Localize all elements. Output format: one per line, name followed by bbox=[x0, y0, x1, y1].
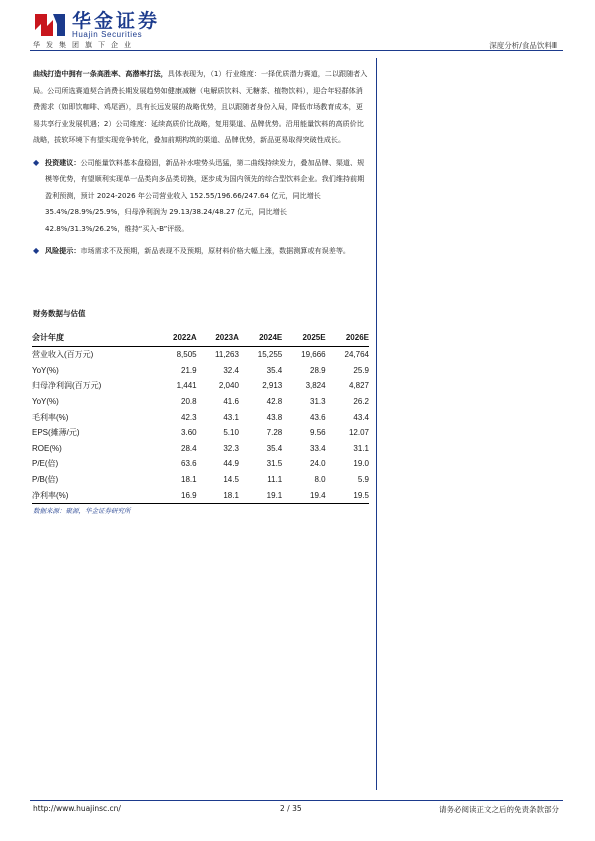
row-label: 营业收入(百万元) bbox=[32, 350, 94, 360]
table-cell: 20.8 bbox=[181, 397, 197, 407]
table-cell: 32.3 bbox=[223, 443, 239, 453]
table-row bbox=[32, 456, 369, 472]
investment-lead: 投资建议： bbox=[45, 157, 81, 167]
table-cell: 19.5 bbox=[326, 487, 369, 503]
diamond-bullet-icon: ◆ bbox=[33, 157, 40, 167]
table-cell: 35.4 bbox=[266, 365, 283, 375]
table-row bbox=[32, 487, 369, 503]
footer-url-link[interactable]: http://www.huajinsc.cn/ bbox=[33, 804, 121, 813]
row-label: P/E(倍) bbox=[32, 459, 59, 469]
table-cell: 11,263 bbox=[215, 350, 239, 360]
table-cell: 19.0 bbox=[353, 459, 369, 469]
table-cell: 19.4 bbox=[282, 487, 325, 503]
table-row bbox=[32, 425, 369, 441]
table-cell: 41.6 bbox=[223, 397, 239, 407]
table-cell: 42.8 bbox=[266, 397, 283, 407]
disclaimer-note: 请务必阅读正文之后的免责条款部分 bbox=[439, 805, 559, 814]
row-label: 净利率(%) bbox=[32, 487, 155, 503]
table-row bbox=[32, 394, 369, 410]
row-label: YoY(%) bbox=[32, 365, 59, 375]
table-cell: 1,441 bbox=[176, 381, 197, 391]
page-number: 2 / 35 bbox=[280, 804, 302, 813]
row-label: 毛利率(%) bbox=[32, 412, 69, 422]
column-header: 2023A bbox=[197, 330, 239, 347]
data-source: 数据来源：聚源，华金证券研究所 bbox=[33, 507, 131, 515]
table-cell: 3,824 bbox=[305, 381, 326, 391]
brand-name-en: Huajin Securities bbox=[72, 30, 143, 39]
table-cell: 19.1 bbox=[239, 487, 282, 503]
table-cell: 11.1 bbox=[267, 475, 283, 485]
table-cell: 33.4 bbox=[310, 443, 326, 453]
intro-paragraph bbox=[33, 66, 368, 149]
table-cell: 28.9 bbox=[310, 365, 326, 375]
table-cell: 63.6 bbox=[181, 459, 197, 469]
table-cell: 18.1 bbox=[181, 475, 197, 485]
table-cell: 35.4 bbox=[266, 443, 283, 453]
risk-lead: 风险提示： bbox=[45, 246, 81, 255]
table-row bbox=[32, 347, 369, 363]
table-row bbox=[32, 378, 369, 394]
table-cell: 26.2 bbox=[353, 397, 369, 407]
investment-text: 公司能量饮料基本盘稳固，新品补水啦势头迅猛，第二曲线持续发力，叠加品牌、渠道、规模等优势，有望顺利实现单一品类向多品类切换，逐步成为国内领先的综合型饮料企业。我们维持前期盈利预测，预计 2024-2026 年公司营业收入 152.55/196.66/247.64 亿元，同比增长 35.4%/28.9%/25.9%，归母净利润为 29.13/38.24/48.27 亿元，同比增长 42.8%/31.3%/26.2%，维持“买入-B”评级。 bbox=[45, 157, 365, 233]
row-label: ROE(%) bbox=[32, 443, 62, 453]
table-cell: 44.9 bbox=[223, 459, 239, 469]
footer-divider bbox=[30, 800, 563, 801]
investment-advice bbox=[33, 155, 368, 238]
table-cell: 31.3 bbox=[310, 397, 326, 407]
table-row bbox=[32, 363, 369, 379]
intro-text: 具体表现为，（1）行业维度：一择优质潜力赛道，二以跟随者入局。公司所选赛道契合消费长期发展趋势如健康减糖（电解质饮料、无糖茶、植物饮料），迎合年轻群体消费需求（如即饮咖啡、鸡尾酒），具有长远发展的战略优势，且以跟随者身份入局，降低市场教育成本，更易共享行业发展机遇；2）公司维度：延续高质价比战略，复用渠道、品牌优势。沿用能量饮料的高质价比战略，拔软环境下有望实现竞争转化，叠加前期构筑的渠道、品牌优势，新品更易取得突破性成长。 bbox=[33, 69, 368, 144]
intro-lead: 曲线打造中拥有一条高胜率、高潜率打法， bbox=[33, 69, 168, 78]
table-cell: 24,764 bbox=[344, 350, 369, 360]
table-cell: 28.4 bbox=[181, 443, 197, 453]
table-cell: 18.1 bbox=[197, 487, 239, 503]
column-header: 会计年度 bbox=[32, 330, 155, 347]
table-cell: 3.60 bbox=[181, 428, 197, 438]
org-subtitle: 华发集团旗下企业 bbox=[33, 41, 137, 49]
table-cell: 5.9 bbox=[357, 475, 369, 485]
row-label: P/B(倍) bbox=[32, 475, 59, 485]
table-cell: 15,255 bbox=[257, 350, 283, 360]
table-cell: 2,913 bbox=[262, 381, 283, 391]
table-cell: 31.5 bbox=[266, 459, 283, 469]
financial-table bbox=[32, 330, 369, 504]
table-cell: 19,666 bbox=[301, 350, 326, 360]
table-header-row bbox=[32, 330, 369, 347]
table-cell: 43.8 bbox=[266, 412, 283, 422]
risk-text: 市场需求不及预期，新品表现不及预期，原材料价格大幅上涨，数据测算或有误差等。 bbox=[80, 246, 351, 255]
table-cell: 43.1 bbox=[223, 412, 239, 422]
column-header: 2025E bbox=[282, 330, 325, 347]
column-header: 2026E bbox=[326, 330, 369, 347]
table-cell: 32.4 bbox=[223, 365, 239, 375]
header-divider bbox=[30, 50, 563, 51]
diamond-bullet-icon: ◆ bbox=[33, 246, 40, 255]
table-cell: 5.10 bbox=[223, 428, 239, 438]
table-cell: 43.6 bbox=[310, 412, 326, 422]
row-label: 归母净利润(百万元) bbox=[32, 381, 102, 391]
huajin-logo-icon bbox=[33, 8, 67, 42]
table-cell: 2,040 bbox=[218, 381, 239, 391]
table-cell: 21.9 bbox=[181, 365, 197, 375]
column-header: 2024E bbox=[239, 330, 282, 347]
table-cell: 12.07 bbox=[348, 428, 369, 438]
report-type: 深度分析/食品饮料Ⅲ bbox=[489, 41, 557, 50]
brand-name-cn: 华金证券 bbox=[72, 10, 161, 32]
table-cell: 7.28 bbox=[266, 428, 283, 438]
table-title: 财务数据与估值 bbox=[33, 309, 86, 318]
table-cell: 8.0 bbox=[314, 475, 326, 485]
table-cell: 25.9 bbox=[353, 365, 369, 375]
table-row bbox=[32, 409, 369, 425]
row-label: EPS(摊薄/元) bbox=[32, 428, 80, 438]
main-content bbox=[33, 66, 368, 260]
sidebar-divider bbox=[376, 58, 377, 790]
table-cell: 31.1 bbox=[353, 443, 369, 453]
table-cell: 16.9 bbox=[155, 487, 197, 503]
table-cell: 43.4 bbox=[353, 412, 369, 422]
risk-warning bbox=[33, 243, 368, 260]
column-header: 2022A bbox=[155, 330, 197, 347]
table-cell: 24.0 bbox=[310, 459, 326, 469]
table-cell: 42.3 bbox=[181, 412, 197, 422]
table-row bbox=[32, 441, 369, 457]
table-cell: 8,505 bbox=[176, 350, 197, 360]
row-label: YoY(%) bbox=[32, 397, 59, 407]
table-cell: 4,827 bbox=[348, 381, 369, 391]
table-cell: 14.5 bbox=[223, 475, 239, 485]
table-cell: 9.56 bbox=[310, 428, 326, 438]
table-row bbox=[32, 472, 369, 488]
